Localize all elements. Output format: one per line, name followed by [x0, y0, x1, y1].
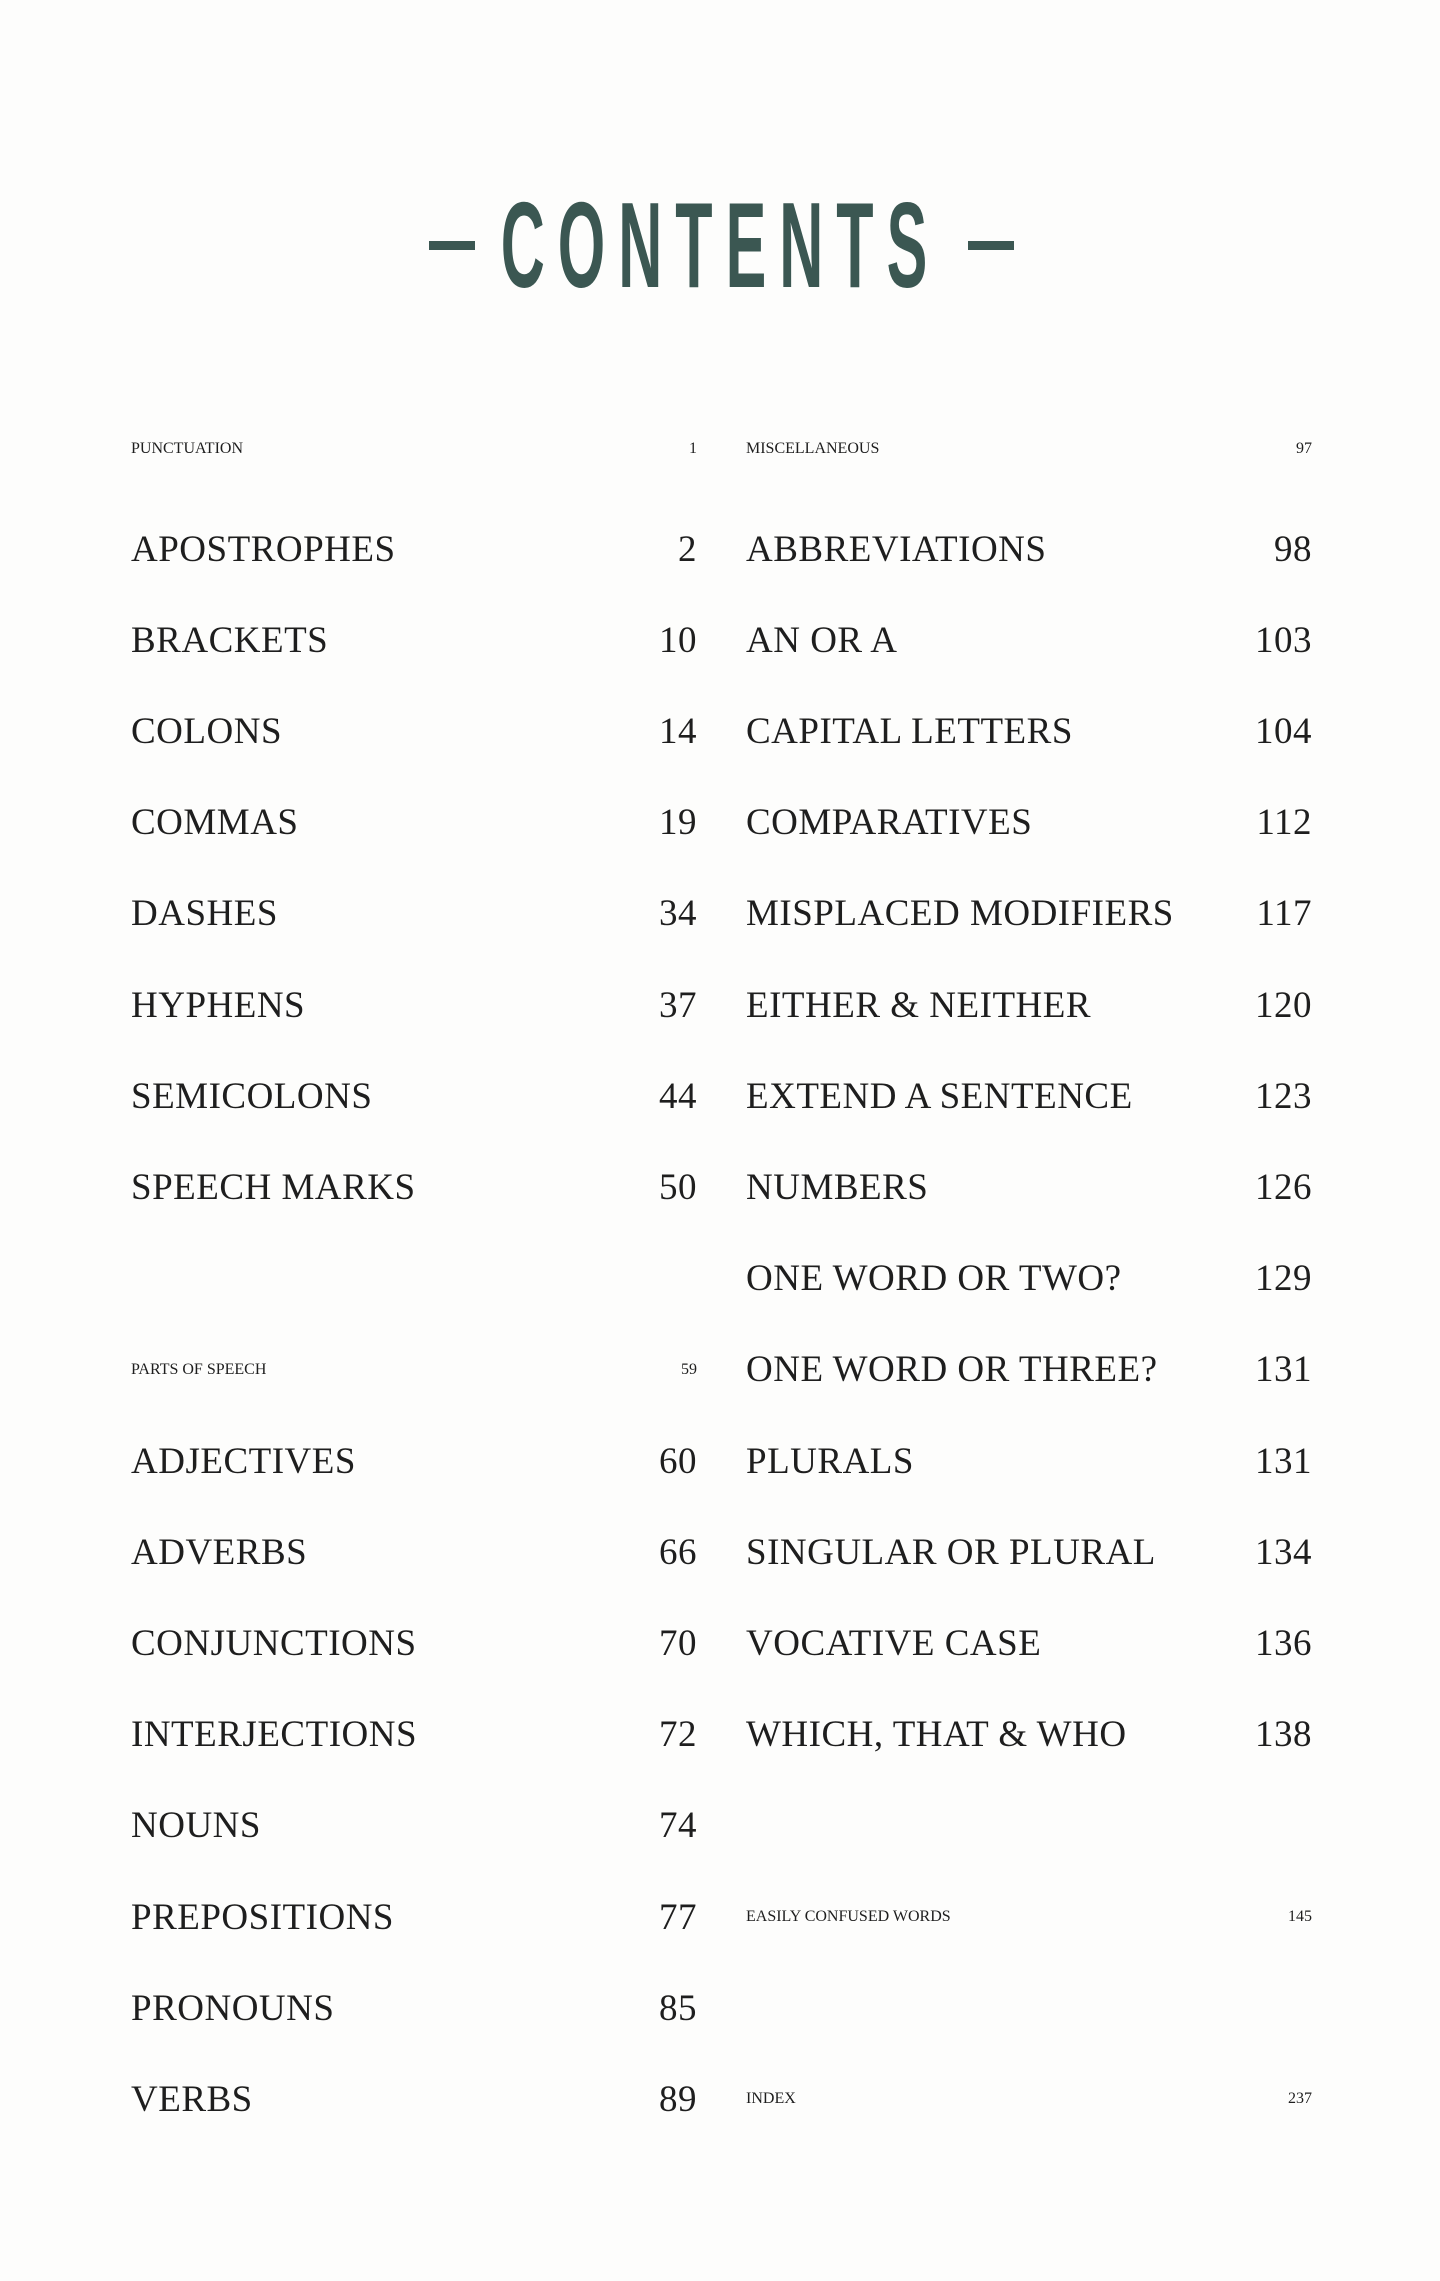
toc-page-number: 104: [1255, 710, 1312, 752]
toc-page-number: 19: [659, 802, 697, 844]
toc-entry-title: HYPHENS: [131, 984, 306, 1026]
toc-page-number: 77: [659, 1896, 697, 1938]
toc-entry-title: COMMAS: [131, 802, 299, 844]
toc-entry: [746, 1431, 1312, 1491]
toc-entry-title: MISPLACED MODIFIERS: [746, 893, 1174, 935]
toc-entry: [131, 884, 697, 944]
toc-entry-title: INTERJECTIONS: [131, 1714, 418, 1756]
toc-entry-title: PLURALS: [746, 1440, 914, 1482]
title-dash-right: [968, 241, 1014, 250]
toc-entry-title: DASHES: [131, 893, 278, 935]
toc-section-heading: [131, 419, 697, 479]
toc-page-number: 34: [659, 893, 697, 935]
toc-page-number: 74: [659, 1805, 697, 1847]
toc-entry-title: BRACKETS: [131, 619, 329, 661]
toc-page-number: 14: [659, 710, 697, 752]
toc-section-heading: [746, 419, 1312, 479]
toc-entry-title: EASILY CONFUSED WORDS: [746, 1908, 951, 1925]
toc-entry: [131, 2069, 697, 2129]
toc-entry-title: CONJUNCTIONS: [131, 1622, 417, 1664]
toc-entry-title: ADJECTIVES: [131, 1440, 356, 1482]
toc-entry: [131, 793, 697, 853]
toc-entry: [131, 1613, 697, 1673]
toc-entry: [746, 975, 1312, 1035]
toc-entry: [746, 1249, 1312, 1309]
toc-page-number: 10: [659, 619, 697, 661]
toc-page-number: 89: [659, 2078, 697, 2120]
toc-entry-title: SINGULAR OR PLURAL: [746, 1531, 1156, 1573]
toc-entry: [746, 884, 1312, 944]
toc-page-number: 59: [681, 1360, 697, 1378]
toc-page-number: 129: [1255, 1258, 1312, 1300]
toc-entry-title: SPEECH MARKS: [131, 1166, 416, 1208]
toc-entry: [131, 1887, 697, 1947]
toc-page-number: 103: [1255, 619, 1312, 661]
toc-page-number: 126: [1255, 1166, 1312, 1208]
toc-section-heading: [131, 1340, 697, 1400]
toc-entry-title: COMPARATIVES: [746, 802, 1033, 844]
toc-page-number: 85: [659, 1987, 697, 2029]
toc-page-number: 112: [1256, 802, 1312, 844]
toc-page-number: 134: [1255, 1531, 1312, 1573]
toc-entry-title: SEMICOLONS: [131, 1075, 373, 1117]
toc-entry-title: WHICH, THAT & WHO: [746, 1714, 1127, 1756]
toc-page-number: 145: [1288, 1908, 1312, 1925]
toc-section-heading: [746, 2069, 1312, 2129]
toc-entry-title: VOCATIVE CASE: [746, 1622, 1042, 1664]
toc-entry-title: CAPITAL LETTERS: [746, 710, 1073, 752]
toc-entry-title: INDEX: [746, 2090, 796, 2108]
toc-entry: [746, 1613, 1312, 1673]
toc-entry: [131, 519, 697, 579]
toc-page-number: 117: [1256, 893, 1312, 935]
toc-entry-title: ONE WORD OR THREE?: [746, 1349, 1158, 1391]
toc-entry: [746, 519, 1312, 579]
toc-entry: [131, 1157, 697, 1217]
toc-entry-title: PARTS OF SPEECH: [131, 1360, 267, 1378]
toc-entry: [131, 1796, 697, 1856]
toc-page-number: 97: [1296, 440, 1312, 457]
toc-page-number: 37: [659, 984, 697, 1026]
toc-entry-title: COLONS: [131, 710, 283, 752]
toc-entry-title: EXTEND A SENTENCE: [746, 1075, 1133, 1117]
toc-section-heading: [746, 1887, 1312, 1947]
toc-entry: [131, 1431, 697, 1491]
toc-entry-title: PREPOSITIONS: [131, 1896, 394, 1938]
toc-page-number: 131: [1255, 1349, 1312, 1391]
toc-entry: [746, 1340, 1312, 1400]
toc-page-number: 138: [1255, 1714, 1312, 1756]
toc-entry: [131, 610, 697, 670]
toc-entry-title: NOUNS: [131, 1805, 261, 1847]
toc-page-number: 70: [659, 1622, 697, 1664]
toc-entry: [131, 1978, 697, 2038]
toc-entry-title: PRONOUNS: [131, 1987, 335, 2029]
toc-entry-title: AN OR A: [746, 619, 898, 661]
toc-entry-title: MISCELLANEOUS: [746, 440, 880, 457]
toc-page-number: 1: [689, 440, 697, 457]
toc-entry-title: VERBS: [131, 2078, 253, 2120]
toc-entry-title: NUMBERS: [746, 1166, 929, 1208]
toc-entry: [131, 975, 697, 1035]
toc-entry-title: ONE WORD OR TWO?: [746, 1258, 1122, 1300]
toc-entry-title: ABBREVIATIONS: [746, 528, 1047, 570]
toc-page-number: 123: [1255, 1075, 1312, 1117]
toc-page-number: 2: [678, 528, 697, 570]
page-title: [0, 175, 1440, 315]
toc-page-number: 60: [659, 1440, 697, 1482]
toc-page-number: 50: [659, 1166, 697, 1208]
toc-entry-title: PUNCTUATION: [131, 440, 243, 457]
toc-entry: [746, 1066, 1312, 1126]
toc-page-number: 66: [659, 1531, 697, 1573]
toc-entry: [746, 1522, 1312, 1582]
toc-page-number: 136: [1255, 1622, 1312, 1664]
toc-page-number: 72: [659, 1714, 697, 1756]
toc-page-number: 98: [1274, 528, 1312, 570]
toc-entry-title: ADVERBS: [131, 1531, 308, 1573]
toc-entry-title: EITHER & NEITHER: [746, 984, 1092, 1026]
toc-entry: [746, 1705, 1312, 1765]
toc-entry: [131, 701, 697, 761]
toc-entry: [746, 610, 1312, 670]
toc-page-number: 44: [659, 1075, 697, 1117]
toc-page-number: 120: [1255, 984, 1312, 1026]
toc-entry: [131, 1066, 697, 1126]
toc-entry: [746, 1157, 1312, 1217]
toc-entry: [131, 1705, 697, 1765]
toc-entry: [131, 1522, 697, 1582]
toc-page-number: 237: [1288, 2090, 1312, 2108]
toc-entry: [746, 793, 1312, 853]
toc-entry: [746, 701, 1312, 761]
toc-page-number: 131: [1255, 1440, 1312, 1482]
page-title-text: CONTENTS: [500, 177, 940, 313]
toc-entry-title: APOSTROPHES: [131, 528, 396, 570]
